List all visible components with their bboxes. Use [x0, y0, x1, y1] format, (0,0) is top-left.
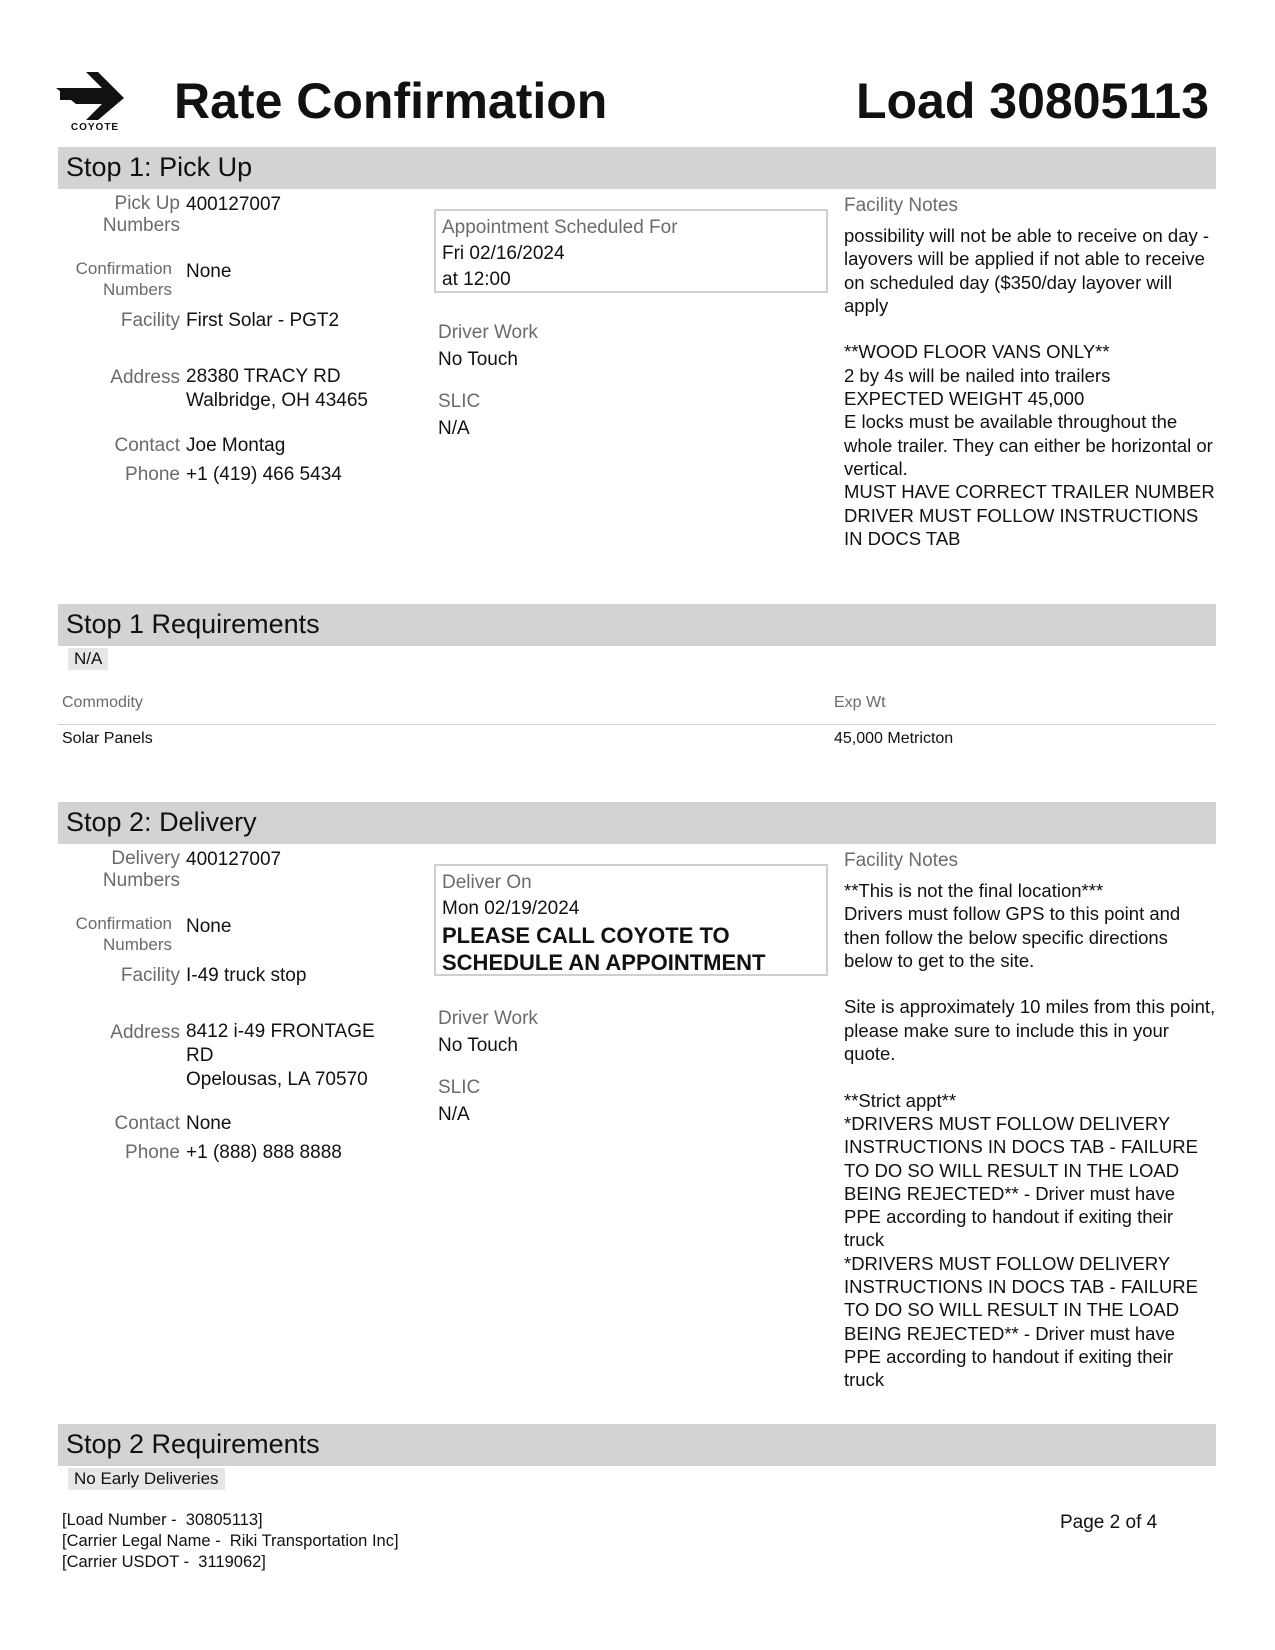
stop1-facility-value: First Solar - PGT2 [186, 310, 340, 331]
stop2-requirements-heading: Stop 2 Requirements [66, 1429, 320, 1459]
stop2-facility-label: Facility [120, 965, 180, 986]
stop1-facility-label: Facility [120, 310, 180, 331]
document-title: Rate Confirmation [174, 73, 608, 129]
stop2-facility-notes: **This is not the final location*** Drivers must follow GPS to this point and then follow the below specific directions below to get to the site. Site is approximately 10 miles from this point, please make sure to include this in your quote. **Strict appt** *DRIVERS MUST FOLLOW DELIVERY INSTRUCTIONS IN DOCS TAB - FAILURE TO DO SO WILL RESULT IN THE LOAD BEING REJECTED** - Driver must have PPE according to handout if exiting their truck *DRIVERS MUST FOLLOW DELIVERY INSTRUCTIONS IN DOCS TAB - FAILURE TO DO SO WILL RESULT IN THE LOAD BEING REJECTED** - Driver must have PPE according to handout if exiting their truck [844, 880, 1216, 1391]
stop2-address-value: 8412 i-49 FRONTAGE RD Opelousas, LA 70570 [186, 1021, 375, 1090]
stop1-requirements-bar [58, 604, 1216, 646]
stop1-slic-label: SLIC [438, 391, 481, 412]
stop1-contact-value: Joe Montag [186, 435, 286, 456]
stop2-slic-label: SLIC [438, 1077, 481, 1098]
stop2-deliver-label: Deliver On [442, 872, 532, 893]
stop2-driver-work-value: No Touch [438, 1035, 518, 1056]
stop1-confirmation-label: Confirmation Numbers [75, 259, 172, 299]
stop2-numbers-value: 400127007 [186, 849, 282, 870]
weight-value: 45,000 Metricton [834, 730, 954, 747]
commodity-header: Commodity [62, 694, 143, 711]
footer-carrier-usdot: [Carrier USDOT - 3119062] [62, 1553, 266, 1571]
stop2-deliver-date: Mon 02/19/2024 [442, 898, 580, 919]
stop2-deliver-box [434, 864, 828, 976]
stop1-appointment-label: Appointment Scheduled For [442, 217, 678, 238]
stop2-phone-label: Phone [125, 1142, 180, 1163]
stop2-heading: Stop 2: Delivery [66, 807, 257, 837]
stop1-notes-label: Facility Notes [844, 195, 959, 216]
stop1-address-label: Address [110, 367, 180, 388]
stop1-appointment-time: at 12:00 [442, 269, 511, 290]
stop2-requirements-bar [58, 1424, 1216, 1466]
stop2-numbers-label: Delivery Numbers [102, 848, 180, 891]
stop1-requirement-tag: N/A [68, 648, 108, 670]
stop2-deliver-note-line2: SCHEDULE AN APPOINTMENT [442, 950, 766, 975]
stop1-confirmation-value: None [186, 261, 232, 282]
stop1-contact-label: Contact [114, 435, 180, 456]
stop2-confirmation-value: None [186, 916, 232, 937]
commodity-divider [58, 724, 1216, 725]
weight-header: Exp Wt [834, 694, 886, 711]
stop1-appointment-box [434, 209, 828, 293]
footer-carrier-name: [Carrier Legal Name - Riki Transportation Inc] [62, 1532, 399, 1550]
footer-load-number: [Load Number - 30805113] [62, 1511, 263, 1529]
stop1-numbers-label: Pick Up Numbers [102, 193, 180, 236]
load-title: Load 30805113 [855, 73, 1209, 129]
stop2-driver-work-label: Driver Work [438, 1008, 538, 1029]
stop1-heading-bar [58, 147, 1216, 189]
stop1-appointment-date: Fri 02/16/2024 [442, 243, 565, 264]
logo-wordmark: COYOTE [70, 122, 120, 133]
stop2-requirement-tag: No Early Deliveries [68, 1468, 225, 1490]
stop1-address-value: 28380 TRACY RD Walbridge, OH 43465 [186, 366, 369, 411]
stop2-contact-label: Contact [114, 1113, 180, 1134]
stop1-requirements-heading: Stop 1 Requirements [66, 609, 320, 639]
stop2-heading-bar [58, 802, 1216, 844]
stop2-facility-value: I-49 truck stop [186, 965, 307, 986]
stop2-phone-value: +1 (888) 888 8888 [186, 1142, 342, 1163]
stop2-contact-value: None [186, 1113, 232, 1134]
stop1-phone-label: Phone [125, 464, 180, 485]
stop2-deliver-note-line1: PLEASE CALL COYOTE TO [442, 923, 730, 948]
footer-carrier-info [62, 1510, 399, 1573]
stop1-driver-work-value: No Touch [438, 349, 518, 370]
stop1-numbers-value: 400127007 [186, 194, 282, 215]
coyote-logo [56, 70, 134, 134]
coyote-logo-icon [56, 70, 134, 120]
stop2-notes-label: Facility Notes [844, 850, 959, 871]
stop2-confirmation-label: Confirmation Numbers [75, 914, 172, 954]
stop1-phone-value: +1 (419) 466 5434 [186, 464, 342, 485]
stop1-facility-notes: possibility will not be able to receive on day - layovers will be applied if not able to receive on scheduled day ($350/day layover will apply **WOOD FLOOR VANS ONLY** 2 by 4s will be nailed into trailers EXPECTED WEIGHT 45,000 E locks must be available throughout the whole trailer. They can either be horizontal or vertical. MUST HAVE CORRECT TRAILER NUMBER DRIVER MUST FOLLOW INSTRUCTIONS IN DOCS TAB [844, 225, 1215, 549]
stop1-heading: Stop 1: Pick Up [66, 152, 253, 182]
stop2-address-label: Address [110, 1022, 180, 1043]
stop1-slic-value: N/A [438, 418, 470, 439]
stop2-slic-value: N/A [438, 1104, 470, 1125]
stop1-driver-work-label: Driver Work [438, 322, 538, 343]
commodity-value: Solar Panels [62, 730, 153, 747]
page-number: Page 2 of 4 [1060, 1512, 1158, 1533]
